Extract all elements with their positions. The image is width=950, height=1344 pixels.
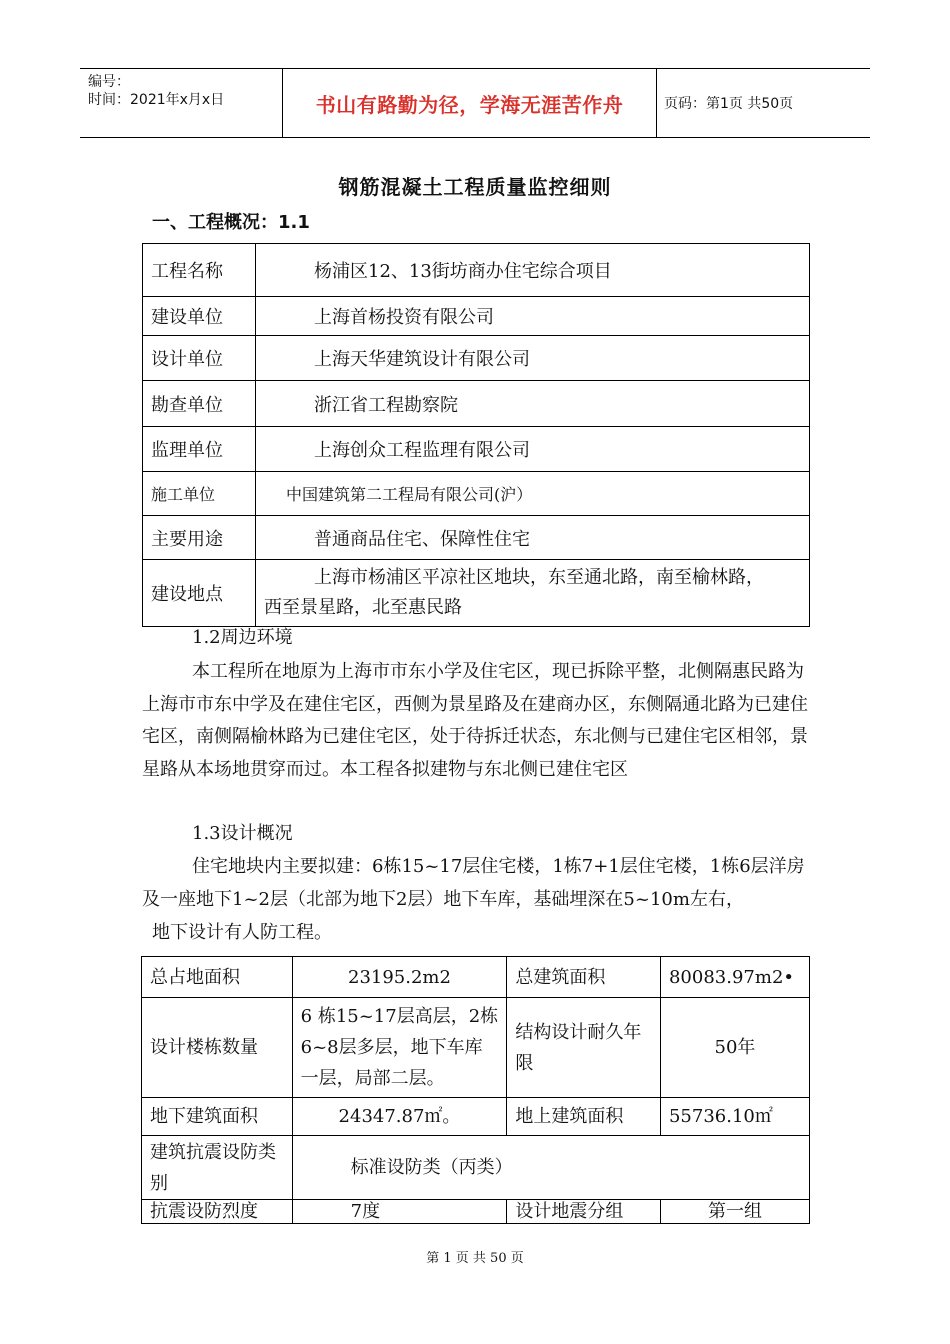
cell-value: 标准设防类（丙类） bbox=[292, 1136, 809, 1200]
section-1-3-paragraph-tail: 地下设计有人防工程。 bbox=[152, 922, 332, 943]
row-label: 勘查单位 bbox=[143, 381, 256, 427]
cell-label: 建筑抗震设防类别 bbox=[142, 1136, 293, 1200]
cell-label: 地下建筑面积 bbox=[142, 1098, 293, 1136]
row-value: 上海天华建筑设计有限公司 bbox=[256, 336, 810, 381]
header-motto: 书山有路勤为径，学海无涯苦作舟 bbox=[315, 92, 624, 117]
cell-value: 55736.10㎡ bbox=[660, 1098, 809, 1136]
row-label: 设计单位 bbox=[143, 336, 256, 381]
row-label: 施工单位 bbox=[143, 472, 256, 516]
cell-value: 7度 bbox=[292, 1200, 507, 1224]
table-row bbox=[142, 998, 810, 1098]
design-overview-table bbox=[141, 956, 810, 1224]
cell-label: 地上建筑面积 bbox=[507, 1098, 661, 1136]
row-label: 工程名称 bbox=[143, 244, 256, 297]
header-motto-box bbox=[282, 69, 657, 137]
document-title: 钢筋混凝土工程质量监控细则 bbox=[338, 175, 612, 199]
page-header bbox=[80, 68, 870, 138]
cell-label: 结构设计耐久年限 bbox=[507, 998, 661, 1098]
cell-value: 24347.87㎡。 bbox=[292, 1098, 507, 1136]
section-1-2-heading: 1.2周边环境 bbox=[192, 627, 293, 648]
row-label: 建设单位 bbox=[143, 297, 256, 336]
address-line-1: 上海市杨浦区平凉社区地块，东至通北路，南至榆林路， bbox=[314, 567, 764, 588]
cell-label: 总占地面积 bbox=[142, 957, 293, 998]
header-page-info: 页码：第1页 共50页 bbox=[664, 96, 794, 112]
table-row bbox=[142, 1200, 810, 1224]
table-row bbox=[143, 516, 810, 560]
table-row bbox=[142, 1136, 810, 1200]
cell-label: 抗震设防烈度 bbox=[142, 1200, 293, 1224]
cell-value: 50年 bbox=[660, 998, 809, 1098]
row-label: 监理单位 bbox=[143, 427, 256, 472]
row-label: 建设地点 bbox=[143, 560, 256, 627]
table-row bbox=[143, 560, 810, 627]
section-1-3-paragraph: 住宅地块内主要拟建：6栋15~17层住宅楼，1栋7+1层住宅楼，1栋6层洋房及一座地下1~2层（北部为地下2层）地下车库，基础埋深在5~10m左右， bbox=[142, 856, 805, 910]
row-value: 中国建筑第二工程局有限公司(沪） bbox=[256, 472, 810, 516]
section-1-2-paragraph: 本工程所在地原为上海市市东小学及住宅区，现已拆除平整，北侧隔惠民路为上海市市东中学及在建住宅区，西侧为景星路及在建商办区，东侧隔通北路为已建住宅区，南侧隔榆林路为已建住宅区，处于待拆迁状态，东北侧与已建住宅区相邻，景星路从本场地贯穿而过。本工程各拟建物与东北侧已建住宅区 bbox=[142, 661, 808, 780]
project-overview-table bbox=[142, 243, 810, 627]
table-row bbox=[142, 1098, 810, 1136]
table-row bbox=[143, 336, 810, 381]
section-1-heading: 一、工程概况：1.1 bbox=[152, 212, 310, 233]
cell-value: 第一组 bbox=[660, 1200, 809, 1224]
row-value: 上海首杨投资有限公司 bbox=[256, 297, 810, 336]
cell-label: 设计地震分组 bbox=[507, 1200, 661, 1224]
cell-value: 6 栋15~17层高层，2栋6~8层多层，地下车库一层，局部二层。 bbox=[292, 998, 507, 1098]
row-label: 主要用途 bbox=[143, 516, 256, 560]
header-meta bbox=[80, 69, 282, 137]
table-row bbox=[142, 957, 810, 998]
row-value: 普通商品住宅、保障性住宅 bbox=[256, 516, 810, 560]
cell-label: 总建筑面积 bbox=[507, 957, 661, 998]
row-value: 浙江省工程勘察院 bbox=[256, 381, 810, 427]
cell-value: 80083.97m2• bbox=[660, 957, 809, 998]
table-row bbox=[143, 297, 810, 336]
document-time: 时间：2021年x月x日 bbox=[88, 92, 225, 108]
cell-value: 23195.2m2 bbox=[292, 957, 507, 998]
address-line-2: 西至景星路，北至惠民路 bbox=[264, 597, 462, 618]
table-row bbox=[143, 381, 810, 427]
section-1-3-heading: 1.3设计概况 bbox=[192, 823, 293, 844]
page-footer: 第 1 页 共 50 页 bbox=[426, 1251, 524, 1266]
document-number: 编号： bbox=[88, 74, 130, 90]
row-value: 上海创众工程监理有限公司 bbox=[256, 427, 810, 472]
table-row bbox=[143, 427, 810, 472]
cell-label: 设计楼栋数量 bbox=[142, 998, 293, 1098]
row-value: 杨浦区12、13街坊商办住宅综合项目 bbox=[256, 244, 810, 297]
table-row bbox=[143, 244, 810, 297]
table-row bbox=[143, 472, 810, 516]
row-value bbox=[256, 560, 810, 627]
